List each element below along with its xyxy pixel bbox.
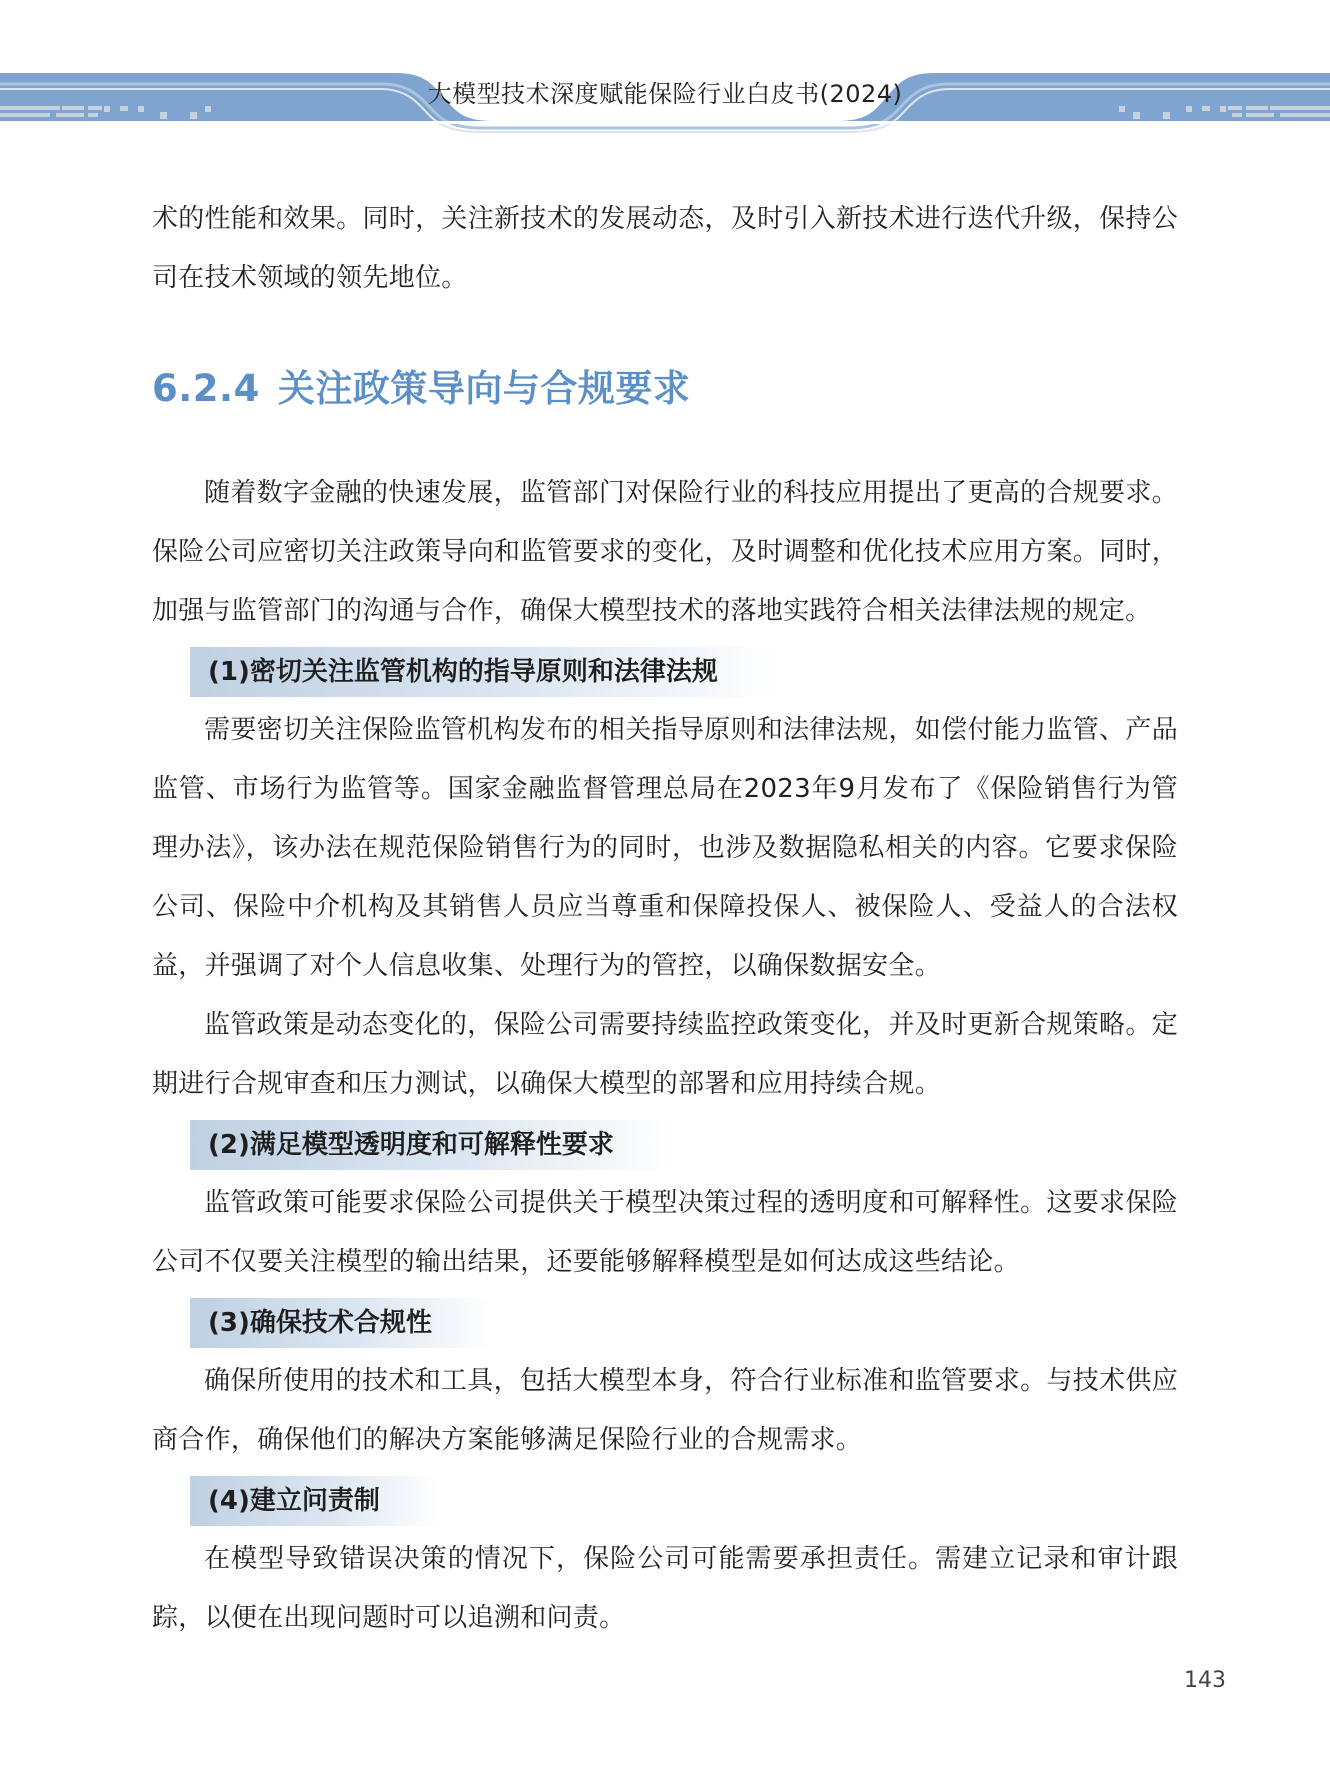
subsection-4-title: (4)建立问责制 bbox=[190, 1476, 440, 1526]
section-heading bbox=[152, 358, 1178, 420]
page-content bbox=[152, 190, 1178, 1648]
header-title: 大模型技术深度赋能保险行业白皮书(2024) bbox=[427, 80, 903, 108]
subsection-1-title: (1)密切关注监管机构的指导原则和法律法规 bbox=[190, 647, 778, 697]
header-base-line bbox=[0, 121, 1330, 124]
subsection-1-heading bbox=[190, 647, 1178, 699]
subsection-3-heading bbox=[190, 1298, 1178, 1350]
page-header bbox=[0, 0, 1330, 150]
subsection-2-paragraph-1: 监管政策可能要求保险公司提供关于模型决策过程的透明度和可解释性。这要求保险公司不仅要关注模型的输出结果，还要能够解释模型是如何达成这些结论。 bbox=[152, 1188, 1178, 1277]
section-title: 关注政策导向与合规要求 bbox=[277, 367, 691, 410]
section-intro-paragraph: 随着数字金融的快速发展，监管部门对保险行业的科技应用提出了更高的合规要求。保险公司应密切关注政策导向和监管要求的变化，及时调整和优化技术应用方案。同时，加强与监管部门的沟通与合作，确保大模型技术的落地实践符合相关法律法规的规定。 bbox=[152, 478, 1178, 626]
subsection-1-paragraph-1: 需要密切关注保险监管机构发布的相关指导原则和法律法规，如偿付能力监管、产品监管、市场行为监管等。国家金融监督管理总局在2023年9月发布了《保险销售行为管理办法》，该办法在规范保险销售行为的同时，也涉及数据隐私相关的内容。它要求保险公司、保险中介机构及其销售人员应当尊重和保障投保人、被保险人、受益人的合法权益，并强调了对个人信息收集、处理行为的管控，以确保数据安全。 bbox=[152, 715, 1178, 981]
subsection-4-paragraph-1: 在模型导致错误决策的情况下，保险公司可能需要承担责任。需建立记录和审计跟踪，以便在出现问题时可以追溯和问责。 bbox=[152, 1544, 1178, 1633]
intro-paragraph: 术的性能和效果。同时，关注新技术的发展动态，及时引入新技术进行迭代升级，保持公司在技术领域的领先地位。 bbox=[152, 204, 1178, 293]
subsection-2-heading bbox=[190, 1120, 1178, 1172]
subsection-3-paragraph-1: 确保所使用的技术和工具，包括大模型本身，符合行业标准和监管要求。与技术供应商合作，确保他们的解决方案能够满足保险行业的合规需求。 bbox=[152, 1366, 1178, 1455]
subsection-2-title: (2)满足模型透明度和可解释性要求 bbox=[190, 1120, 674, 1170]
page-number: 143 bbox=[1184, 1668, 1226, 1693]
section-number: 6.2.4 bbox=[152, 367, 260, 410]
subsection-1-paragraph-2: 监管政策是动态变化的，保险公司需要持续监控政策变化，并及时更新合规策略。定期进行合规审查和压力测试，以确保大模型的部署和应用持续合规。 bbox=[152, 1010, 1178, 1099]
subsection-3-title: (3)确保技术合规性 bbox=[190, 1298, 492, 1348]
subsection-4-heading bbox=[190, 1476, 1178, 1528]
